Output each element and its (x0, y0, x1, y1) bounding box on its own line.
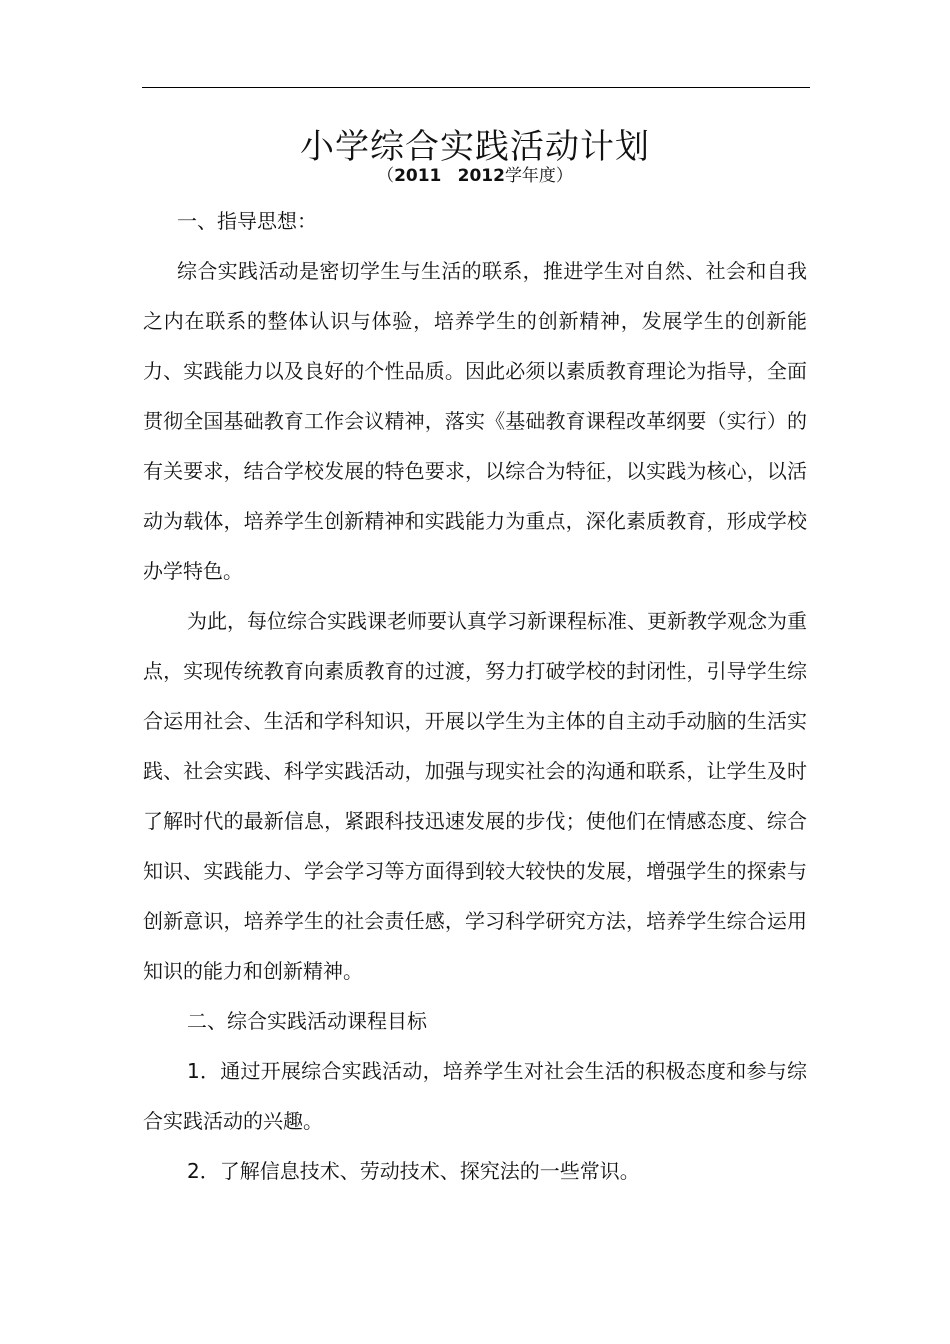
section-1-heading: 一、指导思想： (177, 209, 317, 233)
goal-number: 1． (187, 1059, 221, 1083)
year-start: 2011 (394, 166, 442, 186)
subtitle-rest: 学年度） (504, 166, 573, 186)
goal-text: 通过开展综合实践活动，培养学生对社会生活的积极态度和参与综合实践活动的兴趣。 (143, 1059, 807, 1133)
section-1-paragraph-1: 综合实践活动是密切学生与生活的联系，推进学生对自然、社会和自我之内在联系的整体认识与体验，培养学生的创新精神，发展学生的创新能力、实践能力以及良好的个性品质。因此必须以素质教育理论为指导，全面贯彻全国基础教育工作会议精神，落实《基础教育课程改革纲要（实行）的有关要求，结合学校发展的特色要求，以综合为特征，以实践为核心，以活动为载体，培养学生创新精神和实践能力为重点，深化素质教育，形成学校办学特色。 (143, 259, 807, 583)
section-1-paragraph-2: 为此，每位综合实践课老师要认真学习新课程标准、更新教学观念为重点，实现传统教育向素质教育的过渡，努力打破学校的封闭性，引导学生综合运用社会、生活和学科知识，开展以学生为主体的自主动手动脑的生活实践、社会实践、科学实践活动，加强与现实社会的沟通和联系，让学生及时了解时代的最新信息，紧跟科技迅速发展的步伐；使他们在情感态度、综合知识、实践能力、学会学习等方面得到较大较快的发展，增强学生的探索与创新意识，培养学生的社会责任感，学习科学研究方法，培养学生综合运用知识的能力和创新精神。 (143, 609, 807, 983)
section-2-heading: 二、综合实践活动课程目标 (187, 1009, 427, 1033)
goal-number: 2． (187, 1159, 220, 1183)
subtitle-open-paren: （ (377, 166, 395, 186)
document-title: 小学综合实践活动计划 (300, 126, 650, 167)
goal-text: 了解信息技术、劳动技术、探究法的一些常识。 (219, 1159, 640, 1183)
document-body (143, 196, 807, 1196)
school-year-subtitle (0, 163, 950, 189)
goal-item-1 (143, 1046, 807, 1146)
goal-item-2 (143, 1146, 807, 1196)
year-end: 2012 (457, 166, 505, 186)
header-rule (142, 87, 810, 88)
